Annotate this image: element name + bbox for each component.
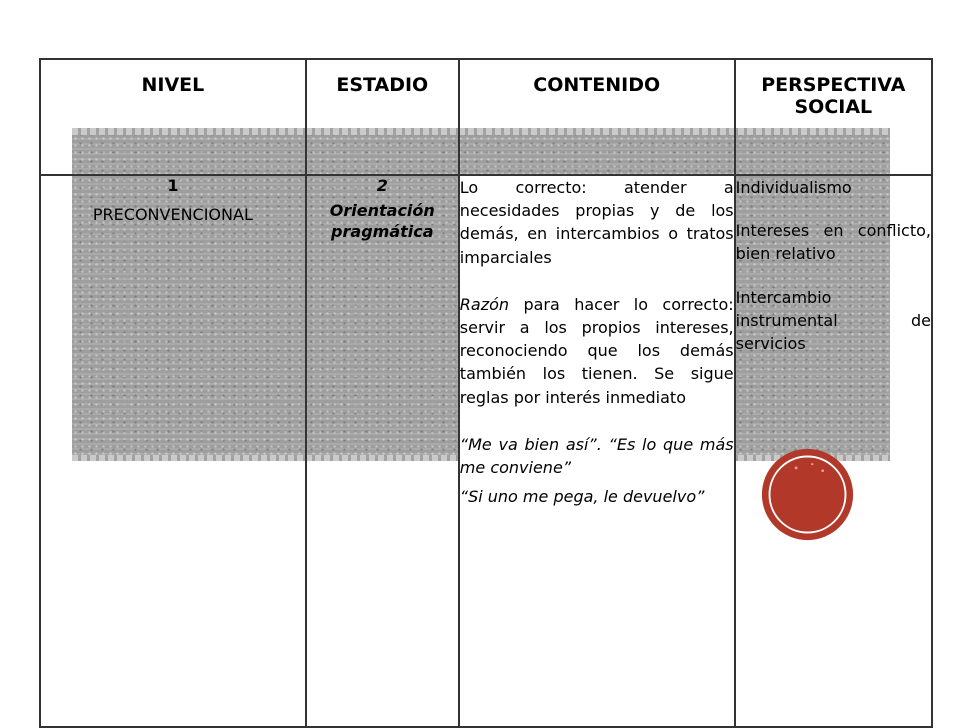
- contenido-paragraph-2: [460, 293, 734, 409]
- contenido-paragraph-2-text: para hacer lo correcto: servir a los propios intereses, reconociendo que los demás también los tienen. Se sigue reglas por interés inmediato: [459, 294, 734, 407]
- header-contenido: CONTENIDO: [459, 59, 735, 175]
- red-circle-decoration: [760, 447, 855, 542]
- header-estadio: ESTADIO: [306, 59, 459, 175]
- kohlberg-stage-table: [39, 58, 933, 728]
- header-nivel: NIVEL: [40, 59, 306, 175]
- nivel-number: 1: [167, 176, 179, 195]
- contenido-quote-2: “Si uno me pega, le devuelvo”: [459, 487, 705, 507]
- perspectiva-item: Intercambio instrumental de servicios: [735, 287, 931, 353]
- contenido-paragraph-1: Lo correcto: atender a necesidades propias y de los demás, en intercambios o tratos imparciales: [459, 178, 734, 267]
- cell-estadio: [306, 175, 459, 727]
- nivel-name: PRECONVENCIONAL: [92, 205, 253, 224]
- contenido-quote-1: “Me va bien así”. “Es lo que más me conviene”: [459, 434, 734, 477]
- estadio-name: Orientación pragmática: [329, 201, 435, 241]
- cell-nivel: [40, 175, 306, 727]
- perspectiva-item: Intereses en conflicto, bien relativo: [735, 221, 931, 264]
- cell-contenido: [459, 175, 735, 727]
- header-perspectiva-social: PERSPECTIVA SOCIAL: [735, 59, 932, 175]
- contenido-emphasis: Razón: [459, 294, 510, 314]
- header-row: [40, 59, 932, 175]
- perspectiva-item: Individualismo: [735, 178, 852, 197]
- estadio-number: 2: [376, 176, 388, 195]
